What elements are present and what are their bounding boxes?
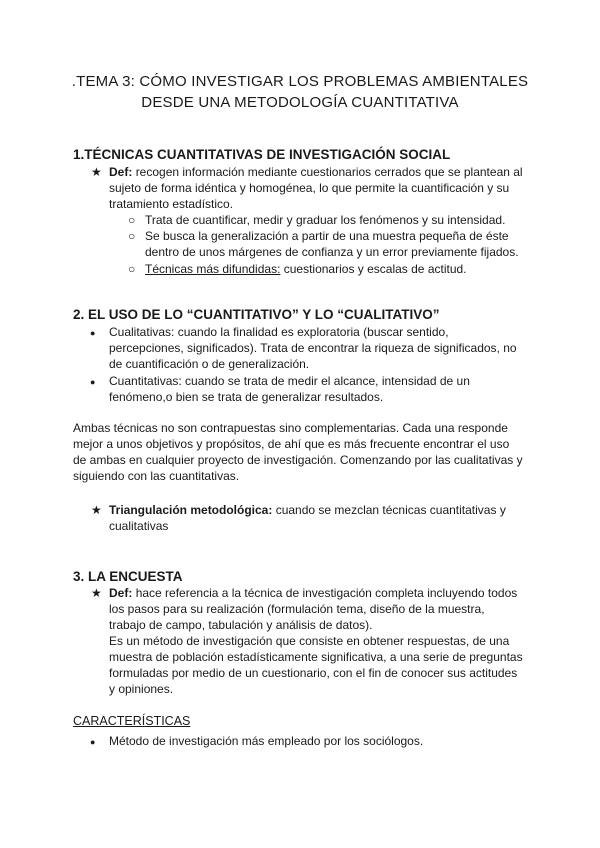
def-line-2: sujeto de forma idéntica y homogénea, lo que permite la cuantificación y su [109,181,510,195]
cuantitativas-line-1: Cuantitativas: cuando se trata de medir el alcance, intensidad de un [109,374,470,388]
paragraph-line-3: de ambas en cualquier proyecto de investigación. Comenzando por las cualitativas y [73,453,523,467]
encuesta-line-7: y opiniones. [109,682,174,696]
cuantitativas-line-2: fenómeno,o bien se trata de generalizar resultados. [109,390,384,404]
paragraph-line-4: siguiendo con las cuantitativas. [73,469,240,483]
circle-bullet-icon: ○ [128,213,136,227]
encuesta-def-label: Def: [109,586,133,600]
cualitativas-line-3: de cuantificación o de generalización. [109,357,310,371]
dot-bullet-icon: ● [90,377,96,387]
paragraph-line-1: Ambas técnicas no son contrapuestas sino complementarias. Cada una responde [73,421,508,435]
triangulacion-label: Triangulación metodológica: [109,503,273,517]
caracteristicas-item-1: Método de investigación más empleado por los sociólogos. [109,734,424,748]
circle-bullet-icon: ○ [128,262,136,276]
caracteristicas-heading: CARACTERÍSTICAS [73,714,191,728]
paragraph-line-2: mejor a unos objetivos y propósitos, de ahí que es más frecuente encontrar el uso [73,437,510,451]
encuesta-line-5: muestra de población estadísticamente significativa, a una serie de preguntas [109,650,523,664]
triangulacion-text: cuando se mezclan técnicas cuantitativas y [272,503,506,517]
def-text: recogen información mediante cuestionarios cerrados que se plantean al [135,165,523,179]
sub-item-2-line-1: Se busca la generalización a partir de una muestra pequeña de éste [145,229,509,243]
sub-item-2-line-2: dentro de unos márgenes de confianza y un error previamente fijados. [145,245,519,259]
triangulacion-line-1 [109,502,506,518]
star-bullet-icon: ★ [91,586,102,600]
def-line-3: tratamiento estadístico. [109,197,234,211]
encuesta-line-1 [109,585,517,601]
triangulacion-line-2: cualitativas [109,519,169,533]
dot-bullet-icon: ● [90,328,96,338]
sub-item-3 [145,261,467,277]
def-label: Def: [109,165,133,179]
section-3-heading: 3. LA ENCUESTA [73,569,183,584]
cualitativas-line-2: percepciones, significados). Trata de encontrar la riqueza de significados, no [109,341,517,355]
sub-item-1: Trata de cuantificar, medir y graduar los fenómenos y su intensidad. [145,213,506,227]
circle-bullet-icon: ○ [128,229,136,243]
tecnicas-label: Técnicas más difundidas: [145,262,281,276]
star-bullet-icon: ★ [91,165,102,179]
cualitativas-line-1: Cualitativas: cuando la finalidad es exploratoria (buscar sentido, [109,325,449,339]
encuesta-def-text: hace referencia a la técnica de investigación completa incluyendo todos [135,586,518,600]
encuesta-line-2: los pasos para su realización (formulación tema, diseño de la muestra, [109,602,485,616]
dot-bullet-icon: ● [90,737,96,747]
section-2-heading: 2. EL USO DE LO “CUANTITATIVO” Y LO “CUALITATIVO” [73,307,440,322]
encuesta-line-6: formuladas por medio de un cuestionario, con el fin de conocer sus actitudes [109,666,518,680]
section-1-heading: 1.TÉCNICAS CUANTITATIVAS DE INVESTIGACIÓN SOCIAL [73,147,451,162]
encuesta-line-4: Es un método de investigación que consiste en obtener respuestas, de una [109,634,510,648]
page-title-line-1: .TEMA 3: CÓMO INVESTIGAR LOS PROBLEMAS AMBIENTALES [71,73,529,90]
tecnicas-text: cuestionarios y escalas de actitud. [280,262,467,276]
page-title-line-2: DESDE UNA METODOLOGÍA CUANTITATIVA [141,94,459,111]
star-bullet-icon: ★ [91,503,102,517]
def-line-1 [109,164,523,180]
encuesta-line-3: trabajo de campo, tabulación y análisis de datos). [109,618,373,632]
